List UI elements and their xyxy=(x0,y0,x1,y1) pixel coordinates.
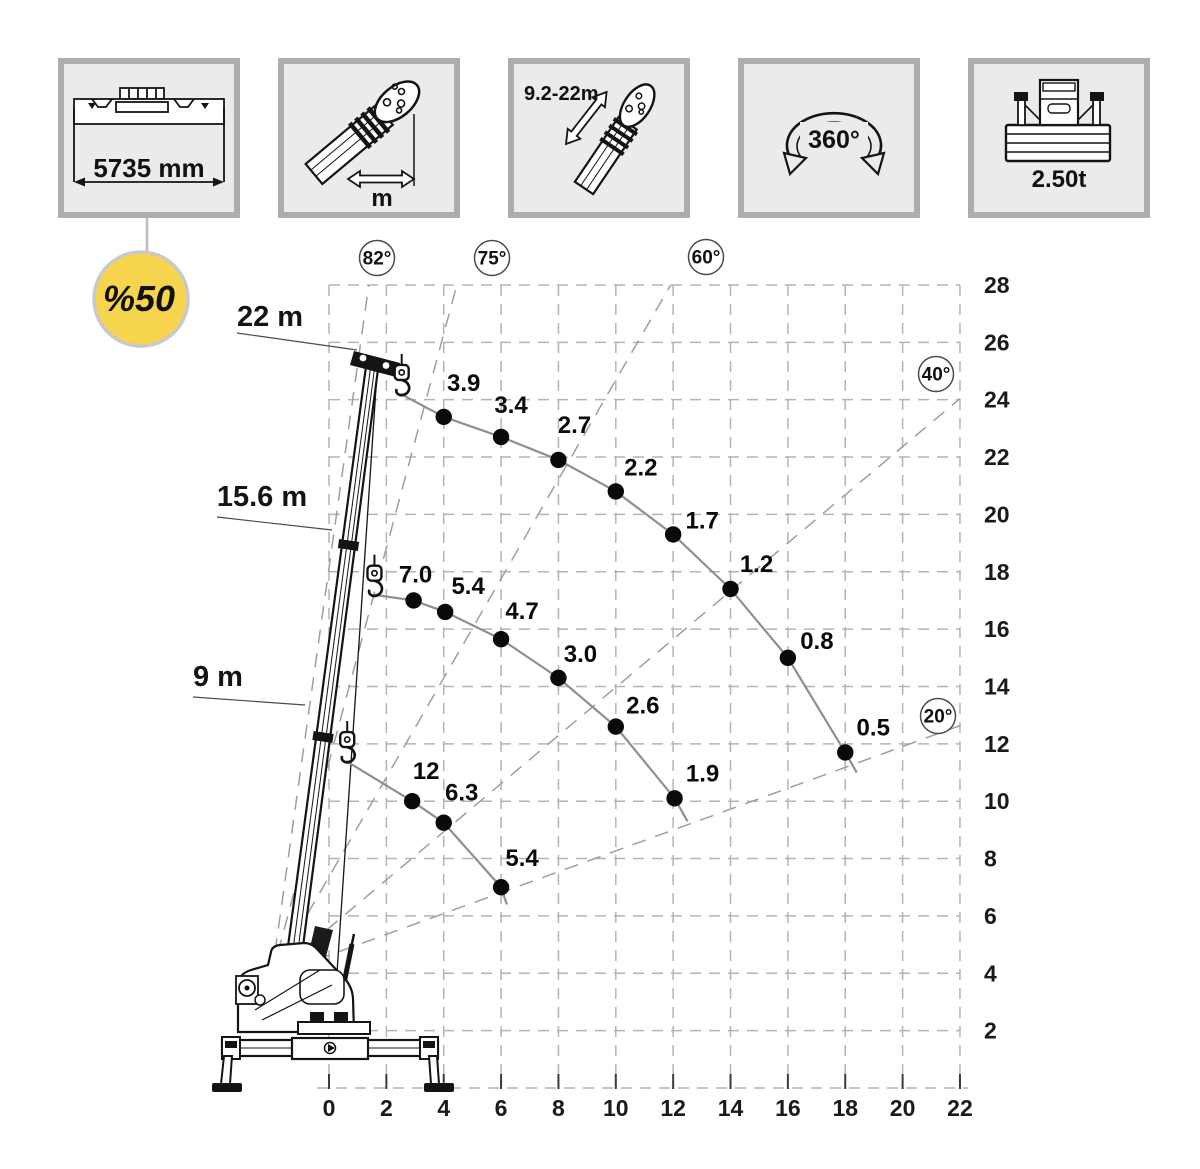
svg-text:12: 12 xyxy=(660,1095,686,1121)
svg-text:1.7: 1.7 xyxy=(685,507,719,535)
svg-text:10: 10 xyxy=(603,1095,629,1121)
hook-icon xyxy=(395,354,409,395)
outrigger-pad-left xyxy=(212,1083,242,1092)
outrigger-pad-right xyxy=(424,1083,454,1092)
hook-icon xyxy=(340,721,354,762)
svg-text:16: 16 xyxy=(775,1095,801,1121)
svg-text:22 m: 22 m xyxy=(236,301,304,333)
svg-text:75°: 75° xyxy=(477,248,507,270)
svg-text:0.8: 0.8 xyxy=(800,627,834,655)
svg-text:10: 10 xyxy=(983,788,1010,815)
svg-text:20: 20 xyxy=(889,1095,916,1121)
slewing-label: 360° xyxy=(808,126,860,154)
svg-text:4: 4 xyxy=(437,1095,451,1121)
chart-grid xyxy=(317,285,968,1089)
svg-text:22: 22 xyxy=(983,444,1010,471)
svg-text:60°: 60° xyxy=(691,247,721,269)
hook-icon xyxy=(367,555,381,596)
svg-text:12: 12 xyxy=(983,730,1010,757)
svg-text:3.4: 3.4 xyxy=(494,391,528,419)
svg-text:8: 8 xyxy=(552,1095,565,1121)
svg-text:1.9: 1.9 xyxy=(685,760,720,788)
svg-text:5.4: 5.4 xyxy=(451,572,485,600)
turntable xyxy=(298,1022,370,1034)
svg-text:22: 22 xyxy=(947,1095,973,1121)
svg-text:4.7: 4.7 xyxy=(505,598,539,626)
svg-text:2: 2 xyxy=(983,1017,997,1044)
svg-text:18: 18 xyxy=(983,558,1010,585)
capacity-curves xyxy=(346,391,857,905)
badge-label: %50 xyxy=(102,278,176,319)
svg-text:14: 14 xyxy=(717,1095,744,1121)
svg-text:0.5: 0.5 xyxy=(856,714,890,742)
svg-text:24: 24 xyxy=(983,386,1010,413)
radius-unit-label: m xyxy=(371,185,393,212)
svg-text:3.9: 3.9 xyxy=(447,369,481,397)
svg-text:2.6: 2.6 xyxy=(626,692,660,720)
svg-text:0: 0 xyxy=(322,1095,336,1121)
capacity-label: 2.50t xyxy=(1031,166,1087,193)
svg-text:26: 26 xyxy=(983,329,1010,356)
svg-text:5.4: 5.4 xyxy=(505,845,539,873)
capacity-points xyxy=(399,370,890,896)
svg-text:3.0: 3.0 xyxy=(563,640,598,668)
svg-text:16: 16 xyxy=(983,616,1010,643)
svg-text:18: 18 xyxy=(832,1095,859,1121)
svg-text:12: 12 xyxy=(412,758,440,786)
boom-collar-9m xyxy=(313,736,333,739)
svg-text:40°: 40° xyxy=(921,364,951,386)
svg-text:1.2: 1.2 xyxy=(739,550,774,578)
svg-text:2.7: 2.7 xyxy=(557,411,592,439)
svg-text:6: 6 xyxy=(494,1095,508,1121)
svg-text:7.0: 7.0 xyxy=(398,561,433,589)
boom xyxy=(281,359,380,1004)
svg-text:15.6 m: 15.6 m xyxy=(216,481,308,513)
svg-text:2.2: 2.2 xyxy=(624,454,658,482)
svg-text:9 m: 9 m xyxy=(193,661,243,693)
svg-text:20°: 20° xyxy=(923,706,953,728)
engine-cover xyxy=(300,970,344,1004)
boom-collar-15m xyxy=(339,544,359,547)
svg-text:20: 20 xyxy=(983,501,1010,528)
boom-range-label: 9.2-22m xyxy=(524,83,599,105)
svg-text:82°: 82° xyxy=(362,248,392,270)
outrigger-leg-right xyxy=(429,1056,439,1084)
svg-text:2: 2 xyxy=(379,1095,393,1121)
svg-text:8: 8 xyxy=(983,845,997,872)
crane-illustration xyxy=(212,351,454,1092)
svg-text:28: 28 xyxy=(983,271,1010,298)
svg-text:6.3: 6.3 xyxy=(445,779,479,807)
svg-text:14: 14 xyxy=(983,673,1010,700)
svg-text:4: 4 xyxy=(983,960,997,987)
svg-text:6: 6 xyxy=(983,902,997,929)
outrigger-leg-left xyxy=(221,1056,232,1084)
transport-length-label: 5735 mm xyxy=(93,153,205,183)
